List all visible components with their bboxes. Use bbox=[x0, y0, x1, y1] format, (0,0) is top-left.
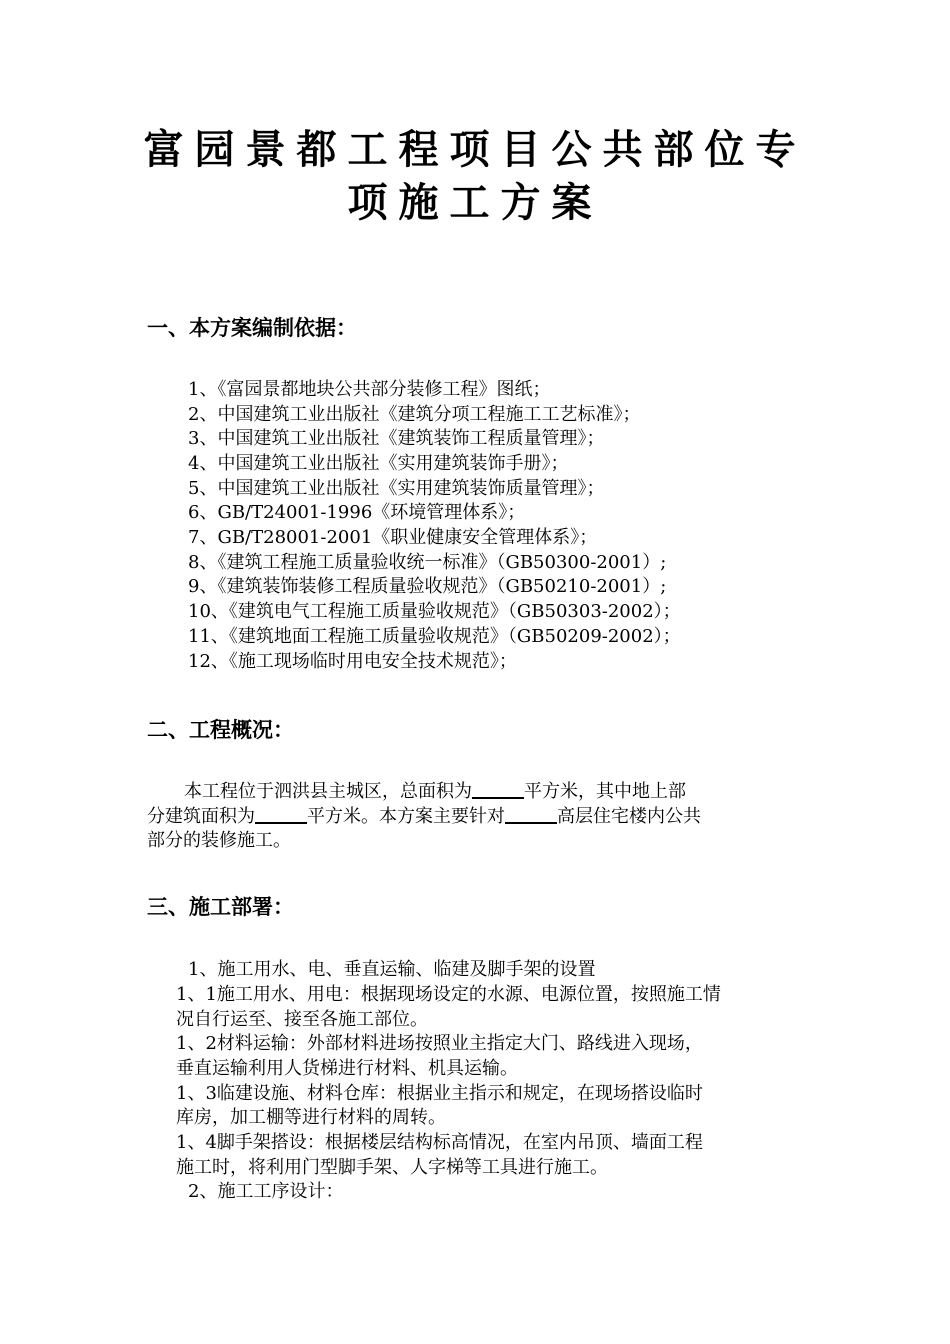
list-item: 10、《建筑电气工程施工质量验收规范》（GB50303-2002）； bbox=[188, 601, 681, 622]
list-item: 12、《施工现场临时用电安全技术规范》； bbox=[188, 651, 517, 672]
overview-text: 高层住宅楼内公共 bbox=[557, 806, 701, 827]
list-item: 8、《建筑工程施工质量验收统一标准》（GB50300-2001）; bbox=[188, 552, 667, 573]
blank-underline bbox=[472, 779, 524, 799]
deployment-line: 况自行运至、接至各施工部位。 bbox=[176, 1009, 428, 1030]
document-title-line-1: 富园景都工程项目公共部位专 bbox=[143, 127, 807, 173]
blank-underline bbox=[255, 804, 307, 824]
deployment-line: 1、1施工用水、用电：根据现场设定的水源、电源位置，按照施工情 bbox=[176, 984, 721, 1005]
overview-line-1 bbox=[184, 779, 686, 804]
deployment-line: 1、施工用水、电、垂直运输、临建及脚手架的设置 bbox=[188, 959, 596, 980]
list-item: 5、中国建筑工业出版社《实用建筑装饰质量管理》； bbox=[188, 478, 605, 499]
blank-underline bbox=[505, 804, 557, 824]
list-item: 6、GB/T24001-1996《环境管理体系》； bbox=[188, 502, 526, 523]
overview-line-2 bbox=[147, 804, 701, 829]
overview-text: 本工程位于泗洪县主城区，总面积为 bbox=[184, 781, 472, 802]
list-item: 1、《富园景都地块公共部分装修工程》图纸； bbox=[188, 379, 551, 400]
section-1-heading: 一、本方案编制依据： bbox=[147, 316, 357, 340]
document-title-line-2: 项施工方案 bbox=[347, 180, 603, 226]
overview-text: 分建筑面积为 bbox=[147, 806, 255, 827]
list-item: 3、中国建筑工业出版社《建筑装饰工程质量管理》； bbox=[188, 428, 605, 449]
list-item: 2、中国建筑工业出版社《建筑分项工程施工工艺标准》； bbox=[188, 404, 641, 425]
deployment-line: 1、2材料运输：外部材料进场按照业主指定大门、路线进入现场， bbox=[176, 1033, 703, 1054]
overview-line-3: 部分的装修施工。 bbox=[147, 830, 291, 851]
deployment-line: 垂直运输利用人货梯进行材料、机具运输。 bbox=[176, 1058, 518, 1079]
list-item: 4、中国建筑工业出版社《实用建筑装饰手册》； bbox=[188, 453, 569, 474]
overview-text: 平方米。本方案主要针对 bbox=[307, 806, 505, 827]
list-item: 11、《建筑地面工程施工质量验收规范》（GB50209-2002）； bbox=[188, 626, 681, 647]
deployment-line: 库房，加工棚等进行材料的周转。 bbox=[176, 1107, 446, 1128]
list-item: 7、GB/T28001-2001《职业健康安全管理体系》； bbox=[188, 527, 598, 548]
section-3-heading: 三、施工部署： bbox=[147, 895, 294, 919]
deployment-line: 1、3临建设施、材料仓库：根据业主指示和规定，在现场搭设临时 bbox=[176, 1083, 703, 1104]
deployment-line: 1、4脚手架搭设：根据楼层结构标高情况，在室内吊顶、墙面工程 bbox=[176, 1132, 703, 1153]
section-2-heading: 二、工程概况： bbox=[147, 718, 294, 742]
list-item: 9、《建筑装饰装修工程质量验收规范》（GB50210-2001）; bbox=[188, 576, 667, 597]
deployment-line: 2、施工工序设计： bbox=[188, 1181, 344, 1202]
deployment-line: 施工时，将利用门型脚手架、人字梯等工具进行施工。 bbox=[176, 1157, 608, 1178]
overview-text: 平方米，其中地上部 bbox=[524, 781, 686, 802]
